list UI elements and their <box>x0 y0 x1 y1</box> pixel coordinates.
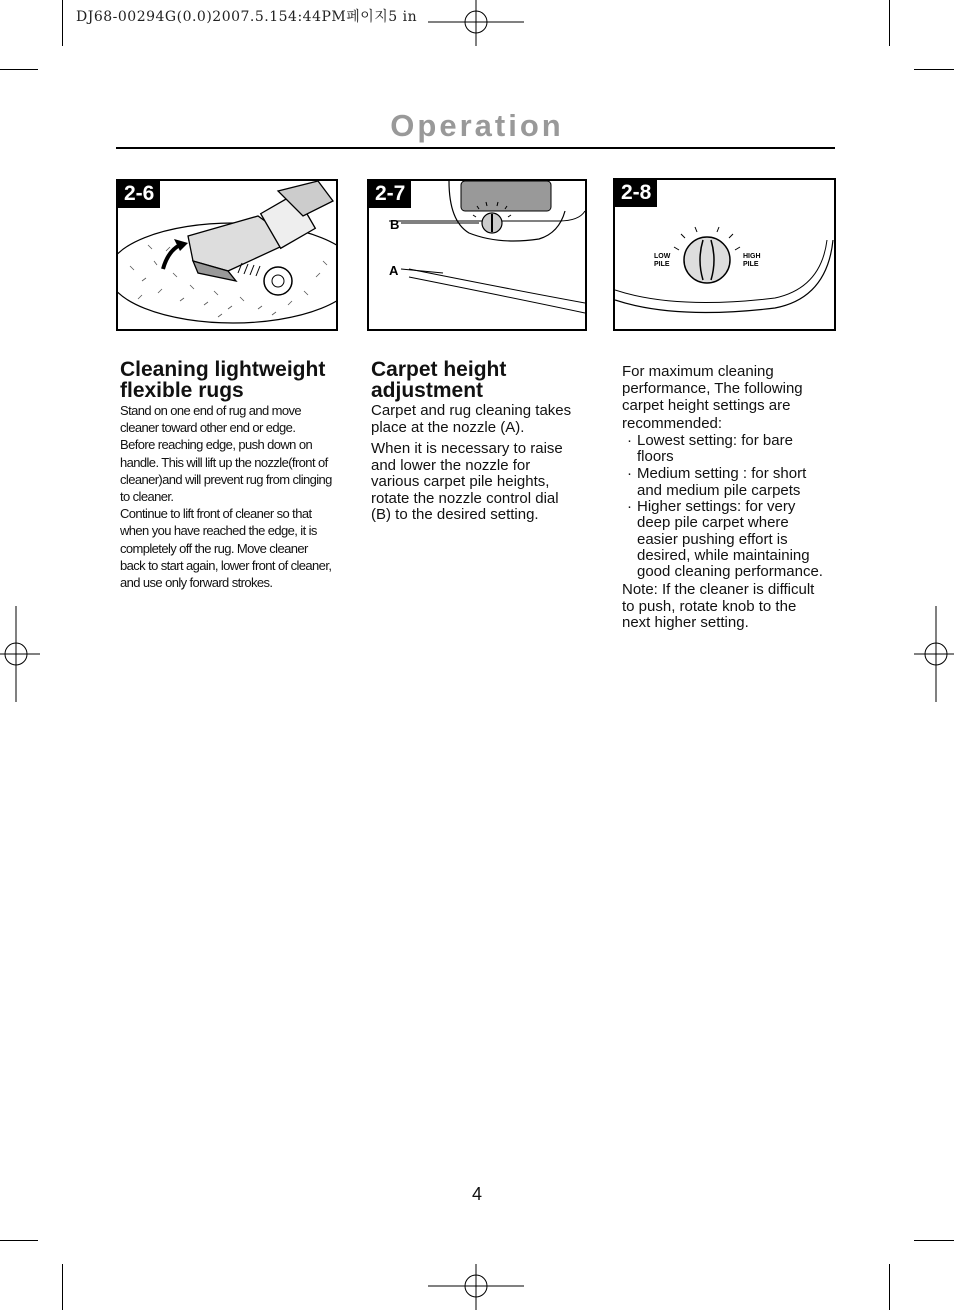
text-line: cleaner toward other end or edge. <box>120 420 296 436</box>
text-line: deep pile carpet where <box>637 514 789 532</box>
text-line: recommended: <box>622 414 723 432</box>
figure-2-8 <box>613 178 836 331</box>
text-line: floors <box>637 448 674 466</box>
text-line: place at the nozzle (A). <box>371 418 525 436</box>
section-carpet-height <box>371 359 586 524</box>
text-line: easier pushing effort is <box>637 530 788 548</box>
text-line: next higher setting. <box>622 614 749 632</box>
label-b: B <box>390 217 400 232</box>
section-paragraph <box>371 441 586 524</box>
text-line: Continue to lift front of cleaner so that <box>120 506 312 522</box>
section-heading: flexible rugs <box>120 379 244 402</box>
text-line: Before reaching edge, push down on <box>120 437 313 453</box>
registration-mark-right <box>914 606 954 702</box>
text-line: and use only forward strokes. <box>120 575 273 591</box>
registration-mark-bottom <box>428 1264 524 1310</box>
section-cleaning-rugs <box>120 359 348 591</box>
text-line: Carpet and rug cleaning takes <box>371 402 572 419</box>
list-item <box>622 499 837 580</box>
bullet-mark: · <box>627 465 632 483</box>
section-body <box>120 402 348 591</box>
label-a: A <box>389 263 399 278</box>
figure-2-6 <box>116 179 338 331</box>
page-title: Operation <box>390 108 564 143</box>
section-heading: adjustment <box>371 379 484 402</box>
text-line: rotate the nozzle control dial <box>371 489 559 507</box>
text-line: completely off the rug. Move cleaner <box>120 540 308 556</box>
section-heading: Carpet height <box>371 358 507 381</box>
text-line: Lowest setting: for bare <box>637 431 793 449</box>
print-slug: DJ68-00294G(0.0)2007.5.154:44PM페이지5 in <box>76 9 418 25</box>
text-line: good cleaning performance. <box>637 563 823 581</box>
note-paragraph <box>622 582 837 631</box>
text-line: Stand on one end of rug and move <box>120 403 302 418</box>
text-line: Note: If the cleaner is difficult <box>622 581 815 599</box>
list-item <box>622 466 837 499</box>
bullet-mark: · <box>627 431 632 449</box>
section-heading: Cleaning lightweight <box>120 358 326 381</box>
high-pile-label-line1: HIGH <box>743 253 761 260</box>
title-rule <box>116 147 835 149</box>
section-height-settings <box>622 363 837 631</box>
text-line: and lower the nozzle for <box>371 456 531 474</box>
figure-2-7 <box>367 179 587 331</box>
registration-mark-left <box>0 606 40 702</box>
figure-badge: 2-6 <box>118 181 160 208</box>
text-line: when you have reached the edge, it is <box>120 523 317 539</box>
high-pile-label-line2: PILE <box>743 261 759 268</box>
text-line: Higher settings: for very <box>637 498 796 515</box>
registration-mark-top <box>428 0 524 46</box>
text-line: back to start again, lower front of cleaner, <box>120 557 332 573</box>
text-line: When it is necessary to raise <box>371 440 563 457</box>
text-line: Medium setting : for short <box>637 465 807 483</box>
text-line: cleaner)and will prevent rug from clinging <box>120 471 332 487</box>
list-item <box>622 433 837 466</box>
low-pile-label-line2: PILE <box>654 261 670 268</box>
section-paragraph <box>371 403 586 436</box>
low-pile-label-line1: LOW <box>654 253 671 260</box>
text-line: various carpet pile heights, <box>371 473 550 490</box>
text-line: to cleaner. <box>120 489 174 505</box>
text-line: handle. This will lift up the nozzle(front of <box>120 454 328 470</box>
figure-badge: 2-8 <box>615 180 657 207</box>
text-line: and medium pile carpets <box>637 481 801 499</box>
text-line: For maximum cleaning <box>622 363 774 380</box>
page-number: 4 <box>471 1184 482 1204</box>
section-paragraph <box>622 363 837 432</box>
bullet-mark: · <box>627 498 632 515</box>
text-line: desired, while maintaining <box>637 546 810 564</box>
text-line: carpet height settings are <box>622 397 791 415</box>
text-line: (B) to the desired setting. <box>371 506 539 523</box>
text-line: to push, rotate knob to the <box>622 597 797 615</box>
figure-badge: 2-7 <box>369 181 411 208</box>
text-line: performance, The following <box>622 380 803 398</box>
